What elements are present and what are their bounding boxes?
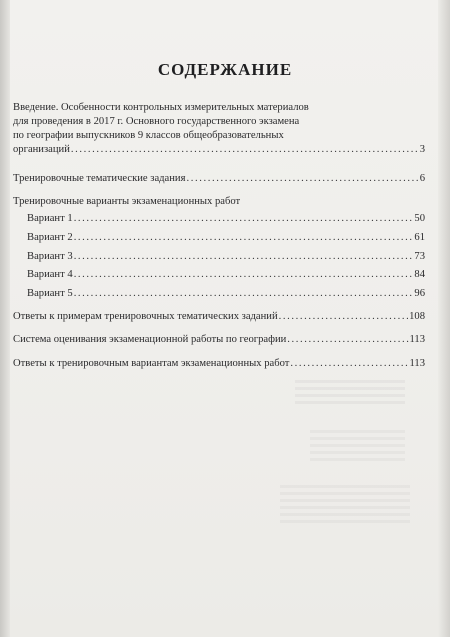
leader-dots — [279, 310, 408, 324]
intro-last-label: организаций — [13, 144, 70, 155]
thematic-page-number: 6 — [419, 173, 425, 184]
bleed-through-texture — [295, 380, 405, 408]
intro-page-number: 3 — [419, 144, 425, 155]
toc-entry-thematic — [13, 172, 425, 186]
leader-dots — [287, 333, 408, 347]
leader-dots — [74, 231, 414, 245]
leader-dots — [71, 143, 419, 157]
variant-page-number: 61 — [414, 232, 425, 243]
toc-entry-answers-examples — [13, 310, 425, 324]
grading-label: Система оценивания экзаменационной работы по географии — [13, 334, 287, 345]
leader-dots — [74, 212, 414, 226]
toc-entry-variant-4 — [27, 268, 425, 282]
page-left-edge — [0, 0, 10, 637]
variant-label: Вариант 5 — [27, 288, 73, 299]
variant-page-number: 84 — [414, 269, 425, 280]
variant-label: Вариант 4 — [27, 269, 73, 280]
leader-dots — [186, 172, 418, 186]
toc-entry-variant-1 — [27, 212, 425, 226]
toc-entry-variant-5 — [27, 287, 425, 301]
toc-entry-variant-2 — [27, 231, 425, 245]
answers-variants-label: Ответы к тренировочным вариантам экзаменационных работ — [13, 358, 290, 369]
intro-line-2: для проведения в 2017 г. Основного государственного экзамена — [13, 116, 300, 127]
answers-examples-page-number: 108 — [409, 311, 425, 322]
toc-entry-variant-3 — [27, 250, 425, 264]
variants-heading: Тренировочные варианты экзаменационных работ — [13, 196, 241, 207]
bleed-through-texture — [310, 430, 405, 464]
toc-entry-answers-variants — [13, 357, 425, 371]
variant-page-number: 73 — [414, 251, 425, 262]
leader-dots — [74, 268, 414, 282]
answers-examples-label: Ответы к примерам тренировочных тематических заданий — [13, 311, 278, 322]
toc-entry-grading — [13, 333, 425, 347]
page-right-edge — [438, 0, 450, 637]
thematic-label: Тренировочные тематические задания — [13, 173, 186, 184]
toc-entry-introduction — [13, 101, 425, 143]
bleed-through-texture — [280, 485, 410, 525]
intro-last-line — [13, 143, 425, 157]
page-title: СОДЕРЖАНИЕ — [157, 60, 293, 79]
intro-line-1: Введение. Особенности контрольных измерительных материалов — [13, 102, 309, 113]
intro-line-3: по географии выпускников 9 классов общеобразовательных — [13, 130, 284, 141]
variant-page-number: 96 — [414, 288, 425, 299]
variant-label: Вариант 3 — [27, 251, 73, 262]
answers-variants-page-number: 113 — [409, 358, 425, 369]
variant-page-number: 50 — [414, 213, 425, 224]
leader-dots — [290, 357, 408, 371]
leader-dots — [74, 287, 414, 301]
variant-label: Вариант 1 — [27, 213, 73, 224]
grading-page-number: 113 — [409, 334, 425, 345]
leader-dots — [74, 250, 414, 264]
variant-label: Вариант 2 — [27, 232, 73, 243]
